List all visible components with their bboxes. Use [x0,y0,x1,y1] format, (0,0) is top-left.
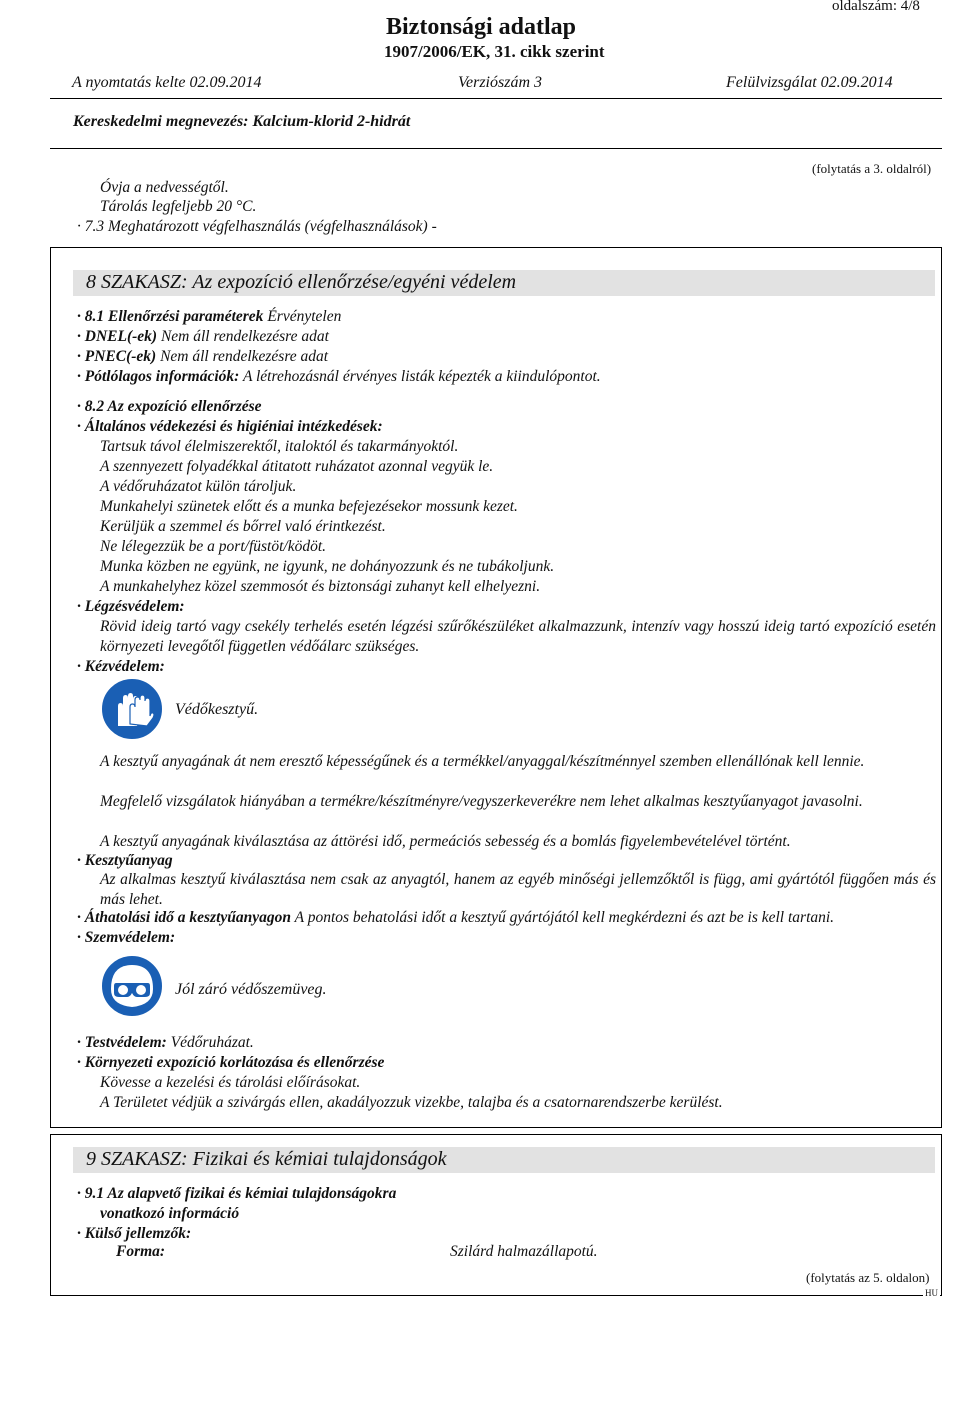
general-item: Munkahelyi szünetek előtt és a munka befejezésekor mossunk kezet. [100,498,518,515]
storage-line-1: Óvja a nedvességtől. [100,179,229,196]
penetration-row [77,908,834,928]
eye-protection-label: · Szemvédelem: [77,929,176,946]
section8-bottom-rule [50,1127,942,1128]
trade-name: Kereskedelmi megnevezés: Kalcium-klorid 2-hidrát [73,113,411,130]
respiratory-label: · Légzésvédelem: [77,598,185,615]
glove-material-text: Az alkalmas kesztyű kiválasztása nem csak az anyagtól, hanem az egyéb minőségi jellemzőktől is függ, ami gyártótól függően más és más lehet. [100,871,936,908]
exposure-control-heading: · 8.2 Az expozíció ellenőrzése [77,398,262,415]
extra-info-row [77,367,601,387]
penetration-label: · Áthatolási idő a kesztyűanyagon [77,909,292,926]
glove-paragraph-1: A kesztyű anyagának át nem eresztő képességűnek és a termékkel/anyaggal/készítménnyel szemben ellenállónak kell lennie. [100,753,865,770]
header-rule-2 [50,148,942,149]
continued-to: (folytatás az 5. oldalon) [806,1270,930,1285]
general-item: Munka közben ne együnk, ne igyunk, ne dohányozzunk és ne tubákoljunk. [100,558,555,575]
dnel-label: · DNEL(-ek) [77,328,158,345]
form-value: Szilárd halmazállapotú. [450,1243,598,1260]
dnel-value: Nem áll rendelkezésre adat [160,328,329,345]
goggles-icon [99,953,165,1019]
respiratory-text: Rövid ideig tartó vagy csekély terhelés esetén légzési szűrőkészüléket alkalmazzunk, intenzív vagy hosszú ideig tartó expozíció esetén környezeti levegőtől független védőálarc szükséges. [100,618,936,655]
basic-props-line-2: vonatkozó információ [100,1205,240,1222]
body-protection-row [77,1033,254,1053]
section8-left-rule [50,247,51,1127]
header-rule [50,98,942,99]
section9-title: 9 SZAKASZ: Fizikai és kémiai tulajdonságok [86,1148,447,1170]
section9-bottom-rule [50,1295,942,1296]
general-item: A védőruházatot külön tároljuk. [100,478,297,495]
pnec-label: · PNEC(-ek) [77,348,157,365]
section8-right-rule [941,247,942,1127]
penetration-text: A pontos behatolási időt a kesztyű gyártójától kell megkérdezni és azt be is kell tartani. [294,909,835,926]
basic-props-line-1: · 9.1 Az alapvető fizikai és kémiai tulajdonságokra [77,1185,397,1202]
extra-info-value: A létrehozásnál érvényes listák képezték a kiindulópontot. [242,368,601,385]
general-item: Kerüljük a szemmel és bőrrel való érintkezést. [100,518,386,535]
pnec-row [77,347,328,367]
env-exposure-label: · Környezeti expozíció korlátozása és ellenőrzése [77,1054,385,1071]
page-number: oldalszám: 4/8 [832,0,920,14]
body-protection-value: Védőruházat. [170,1034,254,1051]
goggles-caption: Jól záró védőszemüveg. [175,981,327,998]
extra-info-label: · Pótlólagos információk: [77,368,240,385]
section9-left-rule [50,1134,51,1296]
gloves-caption: Védőkesztyű. [175,701,259,718]
glove-material-label: · Kesztyűanyag [77,852,173,869]
appearance-label: · Külső jellemzők: [77,1225,192,1242]
section9-top-rule [50,1134,942,1135]
revision-date: Felülvizsgálat 02.09.2014 [726,74,893,91]
control-params-label: · 8.1 Ellenőrzési paraméterek [77,308,264,325]
continued-from: (folytatás a 3. oldalról) [812,161,932,176]
control-params-value: Érvénytelen [267,308,342,325]
glove-paragraph-2: Megfelelő vizsgálatok hiányában a termékre/készítményre/vegyszerkeverékre nem lehet alkalmas kesztyűanyagot javasolni. [100,793,863,810]
document-subtitle: 1907/2006/EK, 31. cikk szerint [384,42,605,61]
env-line-2: A Területet védjük a szivárgás ellen, akadályozzuk vizekbe, talajba és a csatornarendszerbe kerülést. [100,1094,723,1111]
control-params [77,307,341,327]
glove-paragraph-3: A kesztyű anyagának kiválasztása az áttörési idő, permeációs sebesség és a bomlás figyelembevételével történt. [100,833,791,850]
section9-right-rule [941,1134,942,1296]
section8-title: 8 SZAKASZ: Az expozíció ellenőrzése/egyéni védelem [86,271,517,293]
body-protection-label: · Testvédelem: [77,1034,167,1051]
hand-protection-label: · Kézvédelem: [77,658,165,675]
env-line-1: Kövesse a kezelési és tárolási előírásokat. [100,1074,361,1091]
end-use-line: · 7.3 Meghatározott végfelhasználás (végfelhasználások) - [77,218,437,235]
form-label: Forma: [116,1243,166,1260]
print-date: A nyomtatás kelte 02.09.2014 [72,74,262,91]
language-code: HU [925,1288,938,1298]
pnec-value: Nem áll rendelkezésre adat [160,348,329,365]
general-item: Tartsuk távol élelmiszerektől, italoktól és takarmányoktól. [100,438,459,455]
general-item: A szennyezett folyadékkal átitatott ruházatot azonnal vegyük le. [100,458,494,475]
dnel-row [77,327,329,347]
storage-line-2: Tárolás legfeljebb 20 °C. [100,198,257,215]
section8-top-rule [50,247,942,248]
general-item: Ne lélegezzük be a port/füstöt/ködöt. [100,538,327,555]
general-item: A munkahelyhez közel szemmosót és biztonsági zuhanyt kell elhelyezni. [100,578,541,595]
general-measures-label: · Általános védekezési és higiéniai intézkedések: [77,418,383,435]
version-number: Verziószám 3 [458,74,543,91]
document-title: Biztonsági adatlap [386,14,577,40]
gloves-icon [99,676,165,742]
